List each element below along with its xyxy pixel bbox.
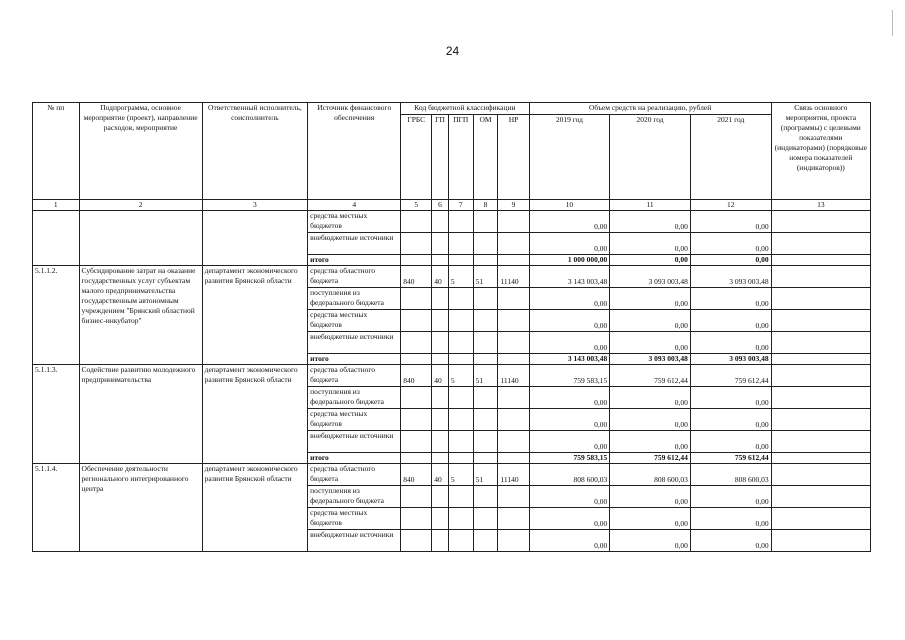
amount-2020-cell: 0,00 (610, 288, 691, 310)
amount-2021-cell: 0,00 (690, 233, 771, 255)
amount-2019-cell: 0,00 (529, 233, 610, 255)
row-number: 5.1.1.3. (33, 365, 80, 464)
code-pgp-cell (448, 332, 473, 354)
code-grbs-cell (401, 486, 432, 508)
amount-2021-cell: 0,00 (690, 486, 771, 508)
amount-2019-cell: 759 583,15 (529, 365, 610, 387)
code-np-cell (498, 255, 529, 266)
header-subprogram: Подпрограмма, основное мероприятие (проект), направление расходов, мероприятие (79, 103, 202, 200)
source-cell: итого (308, 255, 401, 266)
code-pgp-cell (448, 310, 473, 332)
code-gp-cell (432, 332, 449, 354)
amount-2020-cell: 0,00 (610, 530, 691, 552)
code-np-cell (498, 387, 529, 409)
code-np-cell: 11140 (498, 464, 529, 486)
measure-name: Субсидирование затрат на оказание государственных услуг субъектам малого предпринимательства государственным автономным учреждением "Брянский областной бизнес-инкубатор" (79, 266, 202, 365)
amount-2020-cell: 759 612,44 (610, 453, 691, 464)
source-cell: средства местных бюджетов (308, 211, 401, 233)
table-row (33, 464, 871, 486)
empty-cell (79, 211, 202, 266)
amount-2019-cell: 0,00 (529, 211, 610, 233)
code-gp-cell: 40 (432, 266, 449, 288)
code-om-cell (473, 431, 498, 453)
amount-2021-cell: 759 612,44 (690, 365, 771, 387)
link-cell (771, 233, 870, 255)
link-cell (771, 530, 870, 552)
code-grbs-cell: 840 (401, 266, 432, 288)
source-cell: внебюджетные источники (308, 332, 401, 354)
code-gp-cell (432, 288, 449, 310)
code-om-cell (473, 387, 498, 409)
amount-2021-cell: 0,00 (690, 387, 771, 409)
header-source: Источник финансового обеспечения (308, 103, 401, 200)
header-np: НР (498, 115, 529, 200)
amount-2020-cell: 0,00 (610, 409, 691, 431)
amount-2019-cell: 0,00 (529, 431, 610, 453)
source-cell: средства местных бюджетов (308, 508, 401, 530)
page-number: 24 (445, 44, 460, 58)
source-cell: внебюджетные источники (308, 233, 401, 255)
code-np-cell (498, 211, 529, 233)
index-cell: 1 (33, 200, 80, 211)
amount-2021-cell: 0,00 (690, 332, 771, 354)
index-cell: 8 (473, 200, 498, 211)
header-budget-code: Код бюджетной классификации (401, 103, 529, 115)
source-cell: внебюджетные источники (308, 530, 401, 552)
index-cell: 2 (79, 200, 202, 211)
code-pgp-cell (448, 486, 473, 508)
amount-2020-cell: 808 600,03 (610, 464, 691, 486)
code-grbs-cell (401, 233, 432, 255)
row-number: 5.1.1.2. (33, 266, 80, 365)
amount-2019-cell: 808 600,03 (529, 464, 610, 486)
source-cell: средства областного бюджета (308, 365, 401, 387)
code-np-cell: 11140 (498, 365, 529, 387)
code-grbs-cell (401, 288, 432, 310)
executor-name: департамент экономического развития Брянской области (202, 365, 308, 464)
code-om-cell (473, 211, 498, 233)
index-cell: 4 (308, 200, 401, 211)
header-pgp: ПГП (448, 115, 473, 200)
source-cell: средства областного бюджета (308, 266, 401, 288)
code-np-cell (498, 288, 529, 310)
link-cell (771, 354, 870, 365)
code-gp-cell (432, 354, 449, 365)
link-cell (771, 508, 870, 530)
code-pgp-cell (448, 409, 473, 431)
code-np-cell (498, 530, 529, 552)
amount-2021-cell: 0,00 (690, 288, 771, 310)
empty-cell (202, 211, 308, 266)
code-gp-cell (432, 453, 449, 464)
measure-name: Содействие развитию молодежного предпринимательства (79, 365, 202, 464)
amount-2020-cell: 3 093 003,48 (610, 354, 691, 365)
code-om-cell (473, 508, 498, 530)
scan-edge-mark (892, 10, 893, 36)
index-cell: 5 (401, 200, 432, 211)
code-gp-cell (432, 387, 449, 409)
index-cell: 13 (771, 200, 870, 211)
code-gp-cell (432, 211, 449, 233)
amount-2019-cell: 3 143 003,48 (529, 266, 610, 288)
table-body (33, 200, 871, 552)
amount-2019-cell: 0,00 (529, 310, 610, 332)
code-np-cell (498, 233, 529, 255)
code-pgp-cell (448, 453, 473, 464)
source-cell: поступления из федерального бюджета (308, 486, 401, 508)
amount-2020-cell: 0,00 (610, 233, 691, 255)
link-cell (771, 288, 870, 310)
code-gp-cell (432, 255, 449, 266)
code-gp-cell (432, 486, 449, 508)
code-pgp-cell (448, 530, 473, 552)
code-om-cell (473, 233, 498, 255)
code-gp-cell (432, 431, 449, 453)
code-grbs-cell (401, 431, 432, 453)
amount-2019-cell: 0,00 (529, 530, 610, 552)
code-pgp-cell (448, 387, 473, 409)
amount-2021-cell: 3 093 003,48 (690, 354, 771, 365)
link-cell (771, 464, 870, 486)
code-pgp-cell (448, 508, 473, 530)
code-grbs-cell (401, 409, 432, 431)
code-pgp-cell: 5 (448, 365, 473, 387)
source-cell: средства местных бюджетов (308, 310, 401, 332)
code-grbs-cell (401, 255, 432, 266)
amount-2020-cell: 0,00 (610, 332, 691, 354)
code-gp-cell (432, 409, 449, 431)
code-grbs-cell (401, 332, 432, 354)
amount-2020-cell: 3 093 003,48 (610, 266, 691, 288)
code-gp-cell (432, 233, 449, 255)
amount-2021-cell: 0,00 (690, 255, 771, 266)
code-grbs-cell: 840 (401, 365, 432, 387)
link-cell (771, 387, 870, 409)
amount-2019-cell: 3 143 003,48 (529, 354, 610, 365)
code-pgp-cell (448, 255, 473, 266)
code-om-cell (473, 354, 498, 365)
code-np-cell (498, 409, 529, 431)
header-2021: 2021 год (690, 115, 771, 200)
amount-2021-cell: 759 612,44 (690, 453, 771, 464)
amount-2020-cell: 0,00 (610, 255, 691, 266)
amount-2021-cell: 0,00 (690, 508, 771, 530)
code-grbs-cell (401, 354, 432, 365)
code-pgp-cell (448, 233, 473, 255)
table-row (33, 266, 871, 288)
code-om-cell (473, 332, 498, 354)
header-2020: 2020 год (610, 115, 691, 200)
code-grbs-cell (401, 211, 432, 233)
index-row (33, 200, 871, 211)
code-gp-cell (432, 530, 449, 552)
code-gp-cell: 40 (432, 464, 449, 486)
source-cell: внебюджетные источники (308, 431, 401, 453)
code-pgp-cell (448, 288, 473, 310)
index-cell: 3 (202, 200, 308, 211)
amount-2021-cell: 0,00 (690, 409, 771, 431)
amount-2020-cell: 0,00 (610, 387, 691, 409)
header-executor: Ответственный исполнитель, соисполнитель (202, 103, 308, 200)
amount-2019-cell: 0,00 (529, 409, 610, 431)
amount-2021-cell: 0,00 (690, 530, 771, 552)
code-gp-cell (432, 310, 449, 332)
index-cell: 9 (498, 200, 529, 211)
code-om-cell (473, 453, 498, 464)
amount-2021-cell: 0,00 (690, 211, 771, 233)
code-pgp-cell: 5 (448, 464, 473, 486)
amount-2020-cell: 0,00 (610, 211, 691, 233)
amount-2019-cell: 0,00 (529, 486, 610, 508)
link-cell (771, 431, 870, 453)
code-om-cell (473, 530, 498, 552)
index-cell: 11 (610, 200, 691, 211)
code-np-cell (498, 508, 529, 530)
amount-2020-cell: 0,00 (610, 508, 691, 530)
table-row (33, 211, 871, 233)
source-cell: итого (308, 453, 401, 464)
amount-2020-cell: 0,00 (610, 431, 691, 453)
source-cell: итого (308, 354, 401, 365)
source-cell: средства областного бюджета (308, 464, 401, 486)
code-np-cell (498, 354, 529, 365)
header-om: ОМ (473, 115, 498, 200)
empty-cell (33, 211, 80, 266)
code-om-cell (473, 486, 498, 508)
header-grbs: ГРБС (401, 115, 432, 200)
header-gp: ГП (432, 115, 449, 200)
executor-name: департамент экономического развития Брянской области (202, 266, 308, 365)
header-num: № пп (33, 103, 80, 200)
code-om-cell: 51 (473, 464, 498, 486)
code-pgp-cell (448, 354, 473, 365)
amount-2019-cell: 759 583,15 (529, 453, 610, 464)
code-np-cell (498, 431, 529, 453)
table-row (33, 365, 871, 387)
measure-name: Обеспечение деятельности регионального интегрированного центра (79, 464, 202, 552)
code-gp-cell (432, 508, 449, 530)
code-om-cell (473, 255, 498, 266)
code-np-cell (498, 486, 529, 508)
amount-2020-cell: 0,00 (610, 310, 691, 332)
row-number: 5.1.1.4. (33, 464, 80, 552)
header-volume: Объем средств на реализацию, рублей (529, 103, 771, 115)
code-om-cell: 51 (473, 365, 498, 387)
code-pgp-cell (448, 211, 473, 233)
code-grbs-cell (401, 508, 432, 530)
code-np-cell: 11140 (498, 266, 529, 288)
code-grbs-cell (401, 387, 432, 409)
index-cell: 7 (448, 200, 473, 211)
index-cell: 6 (432, 200, 449, 211)
code-np-cell (498, 310, 529, 332)
code-pgp-cell (448, 431, 473, 453)
link-cell (771, 409, 870, 431)
amount-2019-cell: 0,00 (529, 288, 610, 310)
amount-2019-cell: 0,00 (529, 387, 610, 409)
amount-2019-cell: 0,00 (529, 332, 610, 354)
link-cell (771, 255, 870, 266)
amount-2021-cell: 808 600,03 (690, 464, 771, 486)
code-np-cell (498, 453, 529, 464)
code-om-cell: 51 (473, 266, 498, 288)
amount-2019-cell: 1 000 000,00 (529, 255, 610, 266)
amount-2021-cell: 0,00 (690, 310, 771, 332)
index-cell: 12 (690, 200, 771, 211)
code-grbs-cell (401, 310, 432, 332)
source-cell: средства местных бюджетов (308, 409, 401, 431)
code-np-cell (498, 332, 529, 354)
header-link: Связь основного мероприятия, проекта (программы) с целевыми показателями (индикаторами) (порядковые номера показателей (индикаторов)) (771, 103, 870, 200)
code-pgp-cell: 5 (448, 266, 473, 288)
index-cell: 10 (529, 200, 610, 211)
link-cell (771, 365, 870, 387)
code-gp-cell: 40 (432, 365, 449, 387)
code-om-cell (473, 288, 498, 310)
source-cell: поступления из федерального бюджета (308, 387, 401, 409)
amount-2021-cell: 3 093 003,48 (690, 266, 771, 288)
executor-name: департамент экономического развития Брянской области (202, 464, 308, 552)
code-grbs-cell (401, 453, 432, 464)
amount-2019-cell: 0,00 (529, 508, 610, 530)
budget-table (32, 102, 871, 552)
code-om-cell (473, 409, 498, 431)
amount-2020-cell: 759 612,44 (610, 365, 691, 387)
code-om-cell (473, 310, 498, 332)
link-cell (771, 310, 870, 332)
header-2019: 2019 год (529, 115, 610, 200)
link-cell (771, 266, 870, 288)
link-cell (771, 486, 870, 508)
link-cell (771, 453, 870, 464)
link-cell (771, 211, 870, 233)
code-grbs-cell (401, 530, 432, 552)
link-cell (771, 332, 870, 354)
amount-2021-cell: 0,00 (690, 431, 771, 453)
source-cell: поступления из федерального бюджета (308, 288, 401, 310)
code-grbs-cell: 840 (401, 464, 432, 486)
amount-2020-cell: 0,00 (610, 486, 691, 508)
